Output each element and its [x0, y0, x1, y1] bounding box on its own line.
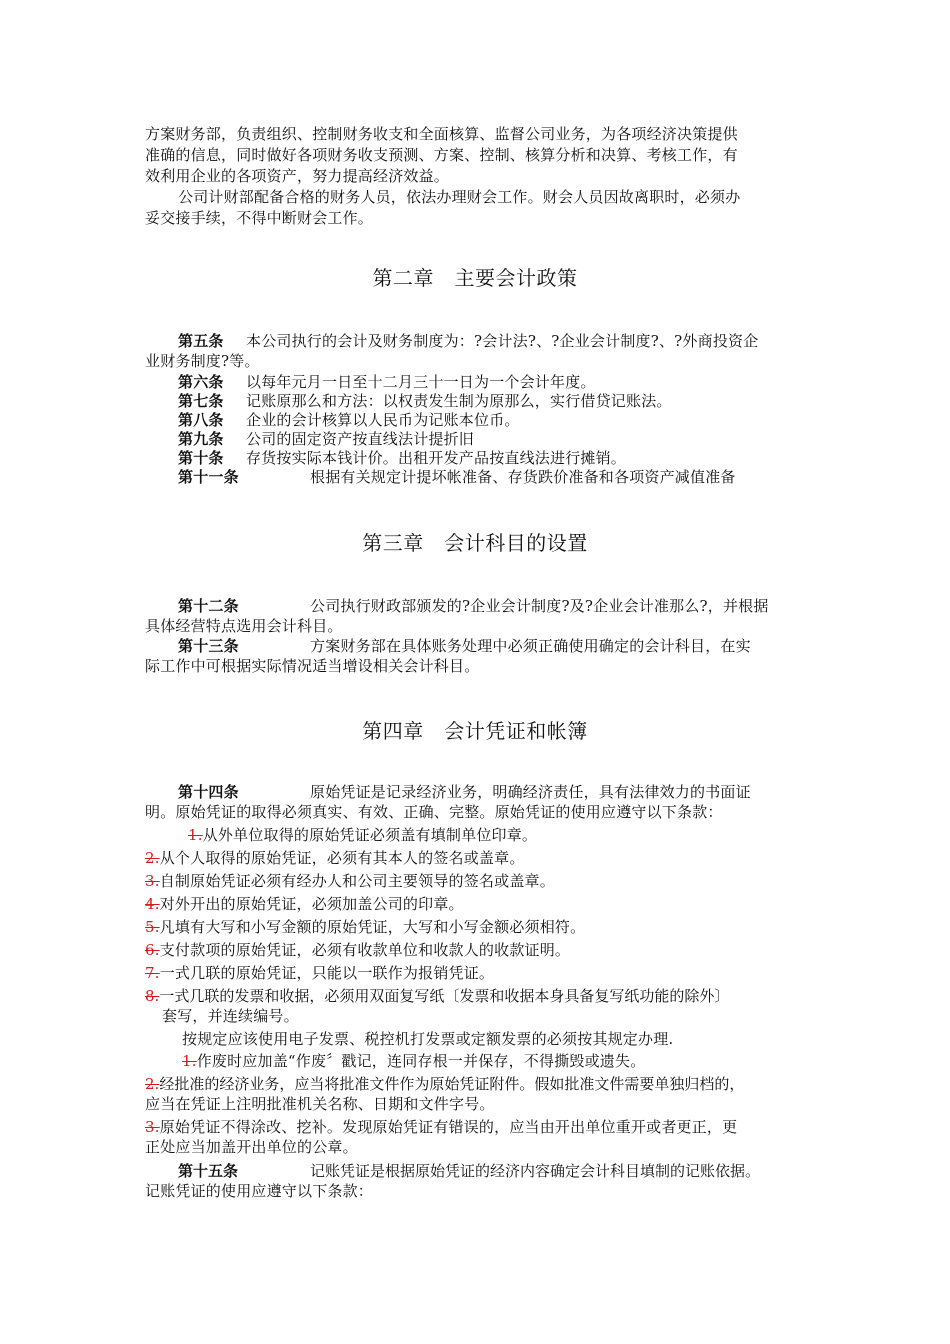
list2-item-1 [182, 1051, 645, 1071]
list-item-text: 一式几联的原始凭证，只能以一联作为报销凭证。 [159, 964, 495, 982]
list-item-7 [145, 963, 494, 983]
article-5 [178, 331, 758, 351]
intro-line-4: 公司计财部配备合格的财务人员，依法办理财会工作。财会人员因故离职时，必须办 [178, 188, 741, 206]
list-number: 4. [145, 895, 160, 913]
article-13-cont: 际工作中可根据实际情况适当增设相关会计科目。 [145, 657, 480, 675]
article-7 [178, 391, 672, 411]
list2-item-2-cont: 应当在凭证上注明批准机关名称、日期和文件字号。 [145, 1095, 495, 1113]
list-number: 2. [145, 1075, 160, 1093]
list-number: 3. [145, 872, 160, 890]
list-number: 1. [182, 1052, 197, 1070]
article-8 [178, 410, 520, 430]
article-8-text: 企业的会计核算以人民币为记账本位币。 [246, 411, 520, 429]
list-number: 5. [145, 918, 160, 936]
list-item-4 [145, 894, 464, 914]
intro-line-5: 妥交接手续，不得中断财会工作。 [145, 209, 374, 227]
list-item-8-cont: 套写，并连续编号。 [162, 1007, 299, 1025]
article-14-cont: 明。原始凭证的取得必须真实、有效、正确、完整。原始凭证的使用应遵守以下条款： [145, 803, 723, 821]
list-number: 3. [145, 1118, 160, 1136]
article-10-text: 存货按实际本钱计价。出租开发产品按直线法进行摊销。 [246, 449, 627, 467]
article-15-cont: 记账凭证的使用应遵守以下条款： [145, 1182, 374, 1200]
article-9 [178, 429, 474, 449]
article-13-text: 方案财务部在具体账务处理中必须正确使用确定的会计科目，在实 [310, 637, 751, 655]
article-12-label: 第十二条 [178, 597, 239, 615]
list-item-text: 原始凭证不得涂改、挖补。发现原始凭证有错误的，应当由开出单位重开或者更正，更 [159, 1118, 738, 1136]
list-item-text: 一式几联的发票和收据，必须用双面复写纸〔发票和收据本身具备复写纸功能的除外〕 [159, 987, 730, 1005]
article-6-label: 第六条 [178, 373, 224, 391]
article-11-text: 根据有关规定计提坏帐准备、存货跌价准备和各项资产减值准备 [310, 468, 736, 486]
list-number: 7. [145, 964, 160, 982]
article-9-label: 第九条 [178, 430, 224, 448]
article-14-label: 第十四条 [178, 783, 239, 801]
article-6 [178, 372, 596, 392]
list-item-2 [145, 848, 525, 868]
article-11-label: 第十一条 [178, 468, 239, 486]
intro-line-3: 效利用企业的各项资产，努力提高经济效益。 [145, 167, 450, 185]
list-item-text: 经批准的经济业务，应当将批准文件作为原始凭证附件。假如批准文件需要单独归档的， [159, 1075, 745, 1093]
article-10 [178, 448, 626, 468]
article-13-label: 第十三条 [178, 637, 239, 655]
chapter-4-title: 第四章 会计凭证和帐簿 [362, 719, 588, 743]
list-item-text: 对外开出的原始凭证，必须加盖公司的印章。 [159, 895, 464, 913]
article-7-text: 记账原那么和方法：以权责发生制为原那么，实行借贷记账法。 [246, 392, 672, 410]
list-item-text: 作废时应加盖“作废〞戳记，连同存根一并保存，不得撕毁或遗失。 [196, 1052, 646, 1070]
article-12 [178, 596, 769, 616]
list2-item-2 [145, 1074, 744, 1094]
article-12-cont: 具体经营特点选用会计科目。 [145, 617, 343, 635]
list-number: 1. [188, 826, 203, 844]
list2-item-3-cont: 正处应当加盖开出单位的公章。 [145, 1138, 358, 1156]
chapter-3-title: 第三章 会计科目的设置 [362, 531, 588, 555]
list-item-text: 自制原始凭证必须有经办人和公司主要领导的签名或盖章。 [159, 872, 555, 890]
article-7-label: 第七条 [178, 392, 224, 410]
article-15-label: 第十五条 [178, 1162, 239, 1180]
article-5-label: 第五条 [178, 332, 224, 350]
list-item-text: 从外单位取得的原始凭证必须盖有填制单位印章。 [202, 826, 538, 844]
article-12-text: 公司执行财政部颁发的?企业会计制度?及?企业会计准那么?，并根据 [310, 597, 769, 615]
list-item-text: 凡填有大写和小写金额的原始凭证，大写和小写金额必须相符。 [159, 918, 586, 936]
intro-line-1: 方案财务部，负责组织、控制财务收支和全面核算、监督公司业务，为各项经济决策提供 [145, 125, 738, 143]
list-item-5 [145, 917, 585, 937]
article-14-text: 原始凭证是记录经济业务，明确经济责任，具有法律效力的书面证 [310, 783, 751, 801]
article-11 [178, 467, 736, 487]
article-9-text: 公司的固定资产按直线法计提折旧 [246, 430, 475, 448]
article-5-text: 本公司执行的会计及财务制度为：?会计法?、?企业会计制度?、?外商投资企 [246, 332, 759, 350]
article-6-text: 以每年元月一日至十二月三十一日为一个会计年度。 [246, 373, 596, 391]
article-15-text: 记账凭证是根据原始凭证的经济内容确定会计科目填制的记账依据。 [310, 1162, 761, 1180]
article-10-label: 第十条 [178, 449, 224, 467]
list-item-text: 从个人取得的原始凭证，必须有其本人的签名或盖章。 [159, 849, 525, 867]
article-13 [178, 636, 751, 656]
chapter-2-title: 第二章 主要会计政策 [372, 266, 578, 290]
list2-item-3 [145, 1117, 737, 1137]
list-number: 2. [145, 849, 160, 867]
article-14 [178, 782, 751, 802]
list-number: 6. [145, 941, 160, 959]
list-item-6 [145, 940, 570, 960]
article-8-label: 第八条 [178, 411, 224, 429]
intro-line-2: 准确的信息，同时做好各项财务收支预测、方案、控制、核算分析和决算、考核工作，有 [145, 146, 738, 164]
list-item-text: 支付款项的原始凭证，必须有收款单位和收款人的收款证明。 [159, 941, 571, 959]
list-item-3 [145, 871, 555, 891]
list-item-8 [145, 986, 729, 1006]
note-line: 按规定应该使用电子发票、税控机打发票或定额发票的必须按其规定办理. [182, 1030, 674, 1048]
article-15 [178, 1161, 760, 1181]
article-5-cont: 业财务制度?等。 [145, 352, 260, 370]
list-item-1 [188, 825, 537, 845]
list-number: 8. [145, 987, 160, 1005]
